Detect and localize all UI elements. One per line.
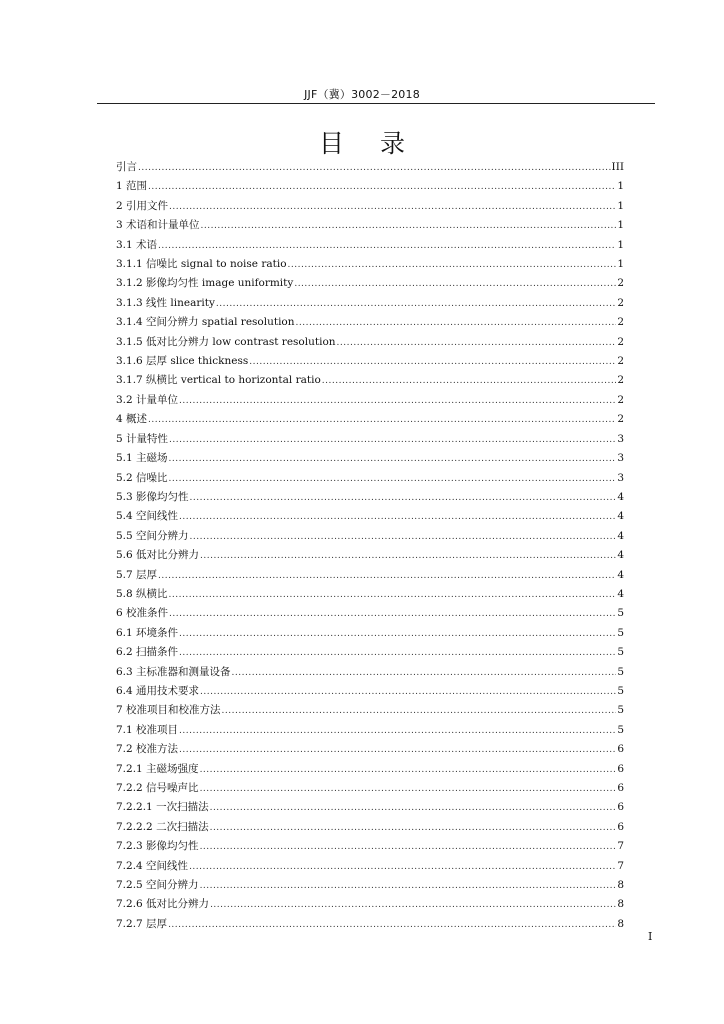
- toc-entry-label: 7.2 校准方法: [116, 743, 179, 756]
- dot-leader: [200, 687, 616, 699]
- dot-leader: [210, 900, 616, 912]
- dot-leader: [322, 376, 617, 388]
- toc-entry[interactable]: [116, 585, 624, 604]
- toc-entry[interactable]: [116, 604, 624, 623]
- toc-entry[interactable]: [116, 643, 624, 662]
- dot-leader: [201, 221, 617, 233]
- toc-entry-page: 4: [617, 510, 624, 523]
- toc-entry[interactable]: [116, 857, 624, 876]
- toc-entry-page: 5: [617, 607, 624, 620]
- toc-entry-page: 5: [617, 704, 624, 717]
- toc-entry[interactable]: [116, 313, 624, 332]
- toc-entry-label: 3.1.2 影像均匀性 image uniformity: [116, 277, 294, 290]
- dot-leader: [200, 784, 617, 796]
- dot-leader: [148, 182, 616, 194]
- toc-entry[interactable]: [116, 779, 624, 798]
- dot-leader: [179, 629, 616, 641]
- toc-entry[interactable]: [116, 566, 624, 585]
- toc-entry-label: 3 术语和计量单位: [116, 219, 200, 232]
- dot-leader: [148, 415, 616, 427]
- dot-leader: [200, 842, 617, 854]
- toc-entry-label: 6.2 扫描条件: [116, 646, 179, 659]
- toc-entry-label: 5.8 纵横比: [116, 587, 168, 600]
- dot-leader: [169, 202, 616, 214]
- toc-entry-page: 1: [617, 258, 624, 271]
- toc-entry-page: 2: [617, 316, 624, 329]
- dot-leader: [158, 241, 616, 253]
- toc-entry[interactable]: [116, 216, 624, 235]
- toc-entry-label: 7.2.2.1 一次扫描法: [116, 801, 209, 814]
- toc-entry-page: 5: [617, 665, 624, 678]
- toc-entry-label: 5.5 空间分辨力: [116, 529, 189, 542]
- dot-leader: [190, 532, 617, 544]
- toc-entry[interactable]: [116, 391, 624, 410]
- toc-entry-page: 3: [617, 471, 624, 484]
- toc-entry-label: 7.1 校准项目: [116, 723, 179, 736]
- toc-entry-page: 7: [617, 859, 624, 872]
- toc-entry[interactable]: [116, 371, 624, 390]
- toc-entry-page: 1: [617, 199, 624, 212]
- toc-entry-label: 3.1.3 线性 linearity: [116, 296, 215, 309]
- toc-entry[interactable]: [116, 701, 624, 720]
- toc-entry-page: 2: [617, 335, 624, 348]
- toc-entry[interactable]: [116, 430, 624, 449]
- toc-entry[interactable]: [116, 294, 624, 313]
- toc-entry[interactable]: [116, 255, 624, 274]
- toc-entry-page: 6: [617, 782, 624, 794]
- dot-leader: [216, 299, 616, 311]
- toc-entry-label: 6.4 通用技术要求: [116, 684, 200, 697]
- dot-leader: [168, 920, 616, 932]
- toc-entry-page: 6: [617, 743, 624, 756]
- toc-entry-label: 6.1 环境条件: [116, 626, 179, 639]
- toc-entry-label: 7.2.5 空间分辨力: [116, 879, 199, 892]
- toc-entry-label: 3.1.1 信噪比 signal to noise ratio: [116, 258, 287, 271]
- toc-entry[interactable]: [116, 837, 624, 856]
- toc-entry[interactable]: [116, 760, 624, 779]
- dot-leader: [158, 571, 616, 583]
- dot-leader: [179, 726, 616, 738]
- toc-entry-page: 2: [617, 393, 624, 406]
- toc-entry-page: 1: [617, 238, 624, 251]
- toc-entry-label: 7.2.2 信号噪声比: [116, 782, 199, 794]
- toc-entry-label: 3.1.7 纵横比 vertical to horizontal ratio: [116, 374, 321, 387]
- dot-leader: [189, 862, 616, 874]
- toc-entry-label: 7.2.3 影像均匀性: [116, 840, 199, 853]
- toc-entry-label: 5.2 信噪比: [116, 471, 168, 484]
- toc-entry[interactable]: [116, 158, 624, 177]
- dot-leader: [210, 823, 617, 835]
- dot-leader: [222, 706, 617, 718]
- dot-leader: [210, 803, 617, 815]
- toc-entry-page: 6: [617, 762, 624, 775]
- dot-leader: [169, 609, 616, 621]
- toc-entry-label: 5.7 层厚: [116, 568, 158, 581]
- toc-entry-label: 3.2 计量单位: [116, 393, 179, 406]
- dot-leader: [288, 260, 617, 272]
- toc-entry-page: 6: [617, 801, 624, 814]
- page-title: 目 录: [319, 129, 419, 158]
- dot-leader: [294, 279, 616, 291]
- toc-entry[interactable]: [116, 624, 624, 643]
- toc-entry[interactable]: [116, 177, 624, 196]
- toc-entry[interactable]: [116, 507, 624, 526]
- header-rule: [97, 103, 655, 104]
- toc-entry-label: 7.2.6 低对比分辨力: [116, 898, 210, 911]
- toc-entry-label: 7.2.1 主磁场强度: [116, 762, 199, 775]
- toc-entry[interactable]: [116, 236, 624, 255]
- toc-entry-page: 7: [617, 840, 624, 853]
- toc-entry-label: 1 范围: [116, 180, 148, 193]
- toc-entry[interactable]: [116, 197, 624, 216]
- toc-entry-page: 4: [617, 587, 624, 600]
- toc-entry-label: 3.1 术语: [116, 238, 158, 251]
- dot-leader: [169, 435, 616, 447]
- toc-entry[interactable]: [116, 352, 624, 371]
- toc-entry[interactable]: [116, 663, 624, 682]
- dot-leader: [179, 745, 616, 757]
- toc-entry[interactable]: [116, 876, 624, 895]
- toc-entry-page: 5: [617, 723, 624, 736]
- dot-leader: [232, 668, 617, 680]
- toc-entry-label: 5 计量特性: [116, 432, 169, 445]
- toc-entry-page: 2: [617, 277, 624, 290]
- toc-entry-page: 5: [617, 646, 624, 659]
- toc-entry-page: 3: [617, 452, 624, 465]
- toc-entry-label: 7 校准项目和校准方法: [116, 704, 221, 717]
- page-number: I: [648, 930, 653, 943]
- toc-entry[interactable]: [116, 469, 624, 488]
- toc-entry-label: 5.1 主磁场: [116, 452, 168, 465]
- toc-entry[interactable]: [116, 682, 624, 701]
- toc-entry-page: 5: [617, 684, 624, 697]
- table-of-contents: [116, 158, 624, 934]
- dot-leader: [179, 648, 616, 660]
- toc-entry-page: 4: [617, 568, 624, 581]
- toc-entry[interactable]: [116, 546, 624, 565]
- toc-entry-page: 4: [617, 549, 624, 562]
- toc-entry-label: 2 引用文件: [116, 199, 169, 212]
- toc-entry-label: 5.6 低对比分辨力: [116, 549, 200, 562]
- dot-leader: [179, 512, 616, 524]
- toc-entry-page: 1: [617, 219, 624, 232]
- toc-entry-page: 2: [617, 355, 624, 368]
- dot-leader: [296, 318, 617, 330]
- toc-entry[interactable]: [116, 740, 624, 759]
- toc-entry-page: 6: [617, 820, 624, 833]
- toc-entry-page: 2: [617, 296, 624, 309]
- dot-leader: [169, 474, 617, 486]
- toc-entry-page: 8: [617, 917, 624, 930]
- toc-entry[interactable]: [116, 410, 624, 429]
- toc-entry-label: 3.1.5 低对比分辨力 low contrast resolution: [116, 335, 336, 348]
- toc-entry[interactable]: [116, 527, 624, 546]
- toc-entry[interactable]: [116, 915, 624, 934]
- toc-entry-label: 7.2.4 空间线性: [116, 859, 189, 872]
- toc-entry[interactable]: [116, 895, 624, 914]
- dot-leader: [138, 163, 611, 175]
- toc-entry-page: 1: [617, 180, 624, 193]
- toc-entry[interactable]: [116, 488, 624, 507]
- toc-entry[interactable]: [116, 333, 624, 352]
- toc-entry-page: III: [611, 161, 624, 173]
- toc-entry[interactable]: [116, 274, 624, 293]
- toc-entry-page: 3: [617, 432, 624, 445]
- dot-leader: [179, 396, 616, 408]
- dot-leader: [200, 765, 617, 777]
- toc-entry-page: 8: [617, 879, 624, 892]
- toc-entry-page: 8: [617, 898, 624, 911]
- toc-entry-label: 4 概述: [116, 413, 148, 426]
- toc-entry[interactable]: [116, 798, 624, 817]
- toc-entry-page: 4: [617, 490, 624, 503]
- dot-leader: [200, 551, 616, 563]
- toc-entry[interactable]: [116, 818, 624, 837]
- toc-entry-label: 6.3 主标准器和测量设备: [116, 665, 231, 678]
- toc-entry-page: 2: [617, 413, 624, 426]
- toc-entry-label: 5.3 影像均匀性: [116, 490, 189, 503]
- toc-entry-label: 引言: [116, 161, 137, 173]
- dot-leader: [200, 881, 617, 893]
- dot-leader: [190, 493, 617, 505]
- toc-entry[interactable]: [116, 449, 624, 468]
- toc-entry-label: 7.2.2.2 二次扫描法: [116, 820, 209, 833]
- dot-leader: [169, 454, 617, 466]
- toc-entry-label: 3.1.4 空间分辨力 spatial resolution: [116, 316, 295, 329]
- toc-entry-label: 3.1.6 层厚 slice thickness: [116, 355, 249, 368]
- dot-leader: [337, 338, 617, 350]
- toc-entry[interactable]: [116, 721, 624, 740]
- toc-entry-label: 6 校准条件: [116, 607, 169, 620]
- toc-entry-label: 7.2.7 层厚: [116, 917, 168, 930]
- toc-entry-page: 2: [617, 374, 624, 387]
- running-header: JJF（冀）3002－2018: [304, 88, 420, 101]
- dot-leader: [249, 357, 616, 369]
- dot-leader: [169, 590, 617, 602]
- toc-entry-page: 4: [617, 529, 624, 542]
- toc-entry-page: 5: [617, 626, 624, 639]
- toc-entry-label: 5.4 空间线性: [116, 510, 179, 523]
